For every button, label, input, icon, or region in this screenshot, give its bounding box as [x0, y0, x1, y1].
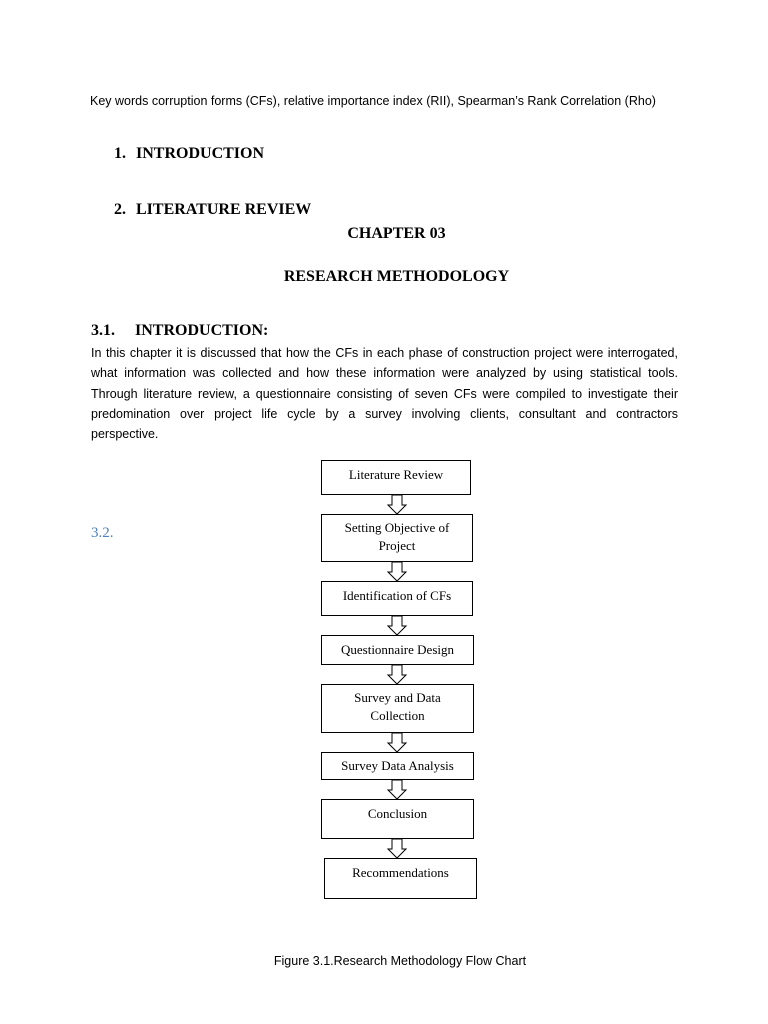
paragraph-line: In this chapter it is discussed that how the CFs in each phase of construction project were interrogated,: [91, 346, 678, 360]
subsection-number: 3.1.: [91, 322, 115, 339]
step-label: Recommendations: [352, 865, 449, 880]
section-title: LITERATURE REVIEW: [136, 201, 312, 218]
flowchart-step-survey-data-analysis: [321, 752, 474, 780]
flowchart-step-questionnaire-design: [321, 635, 474, 665]
section-number: 2.: [114, 201, 126, 218]
step-label: Survey and Data: [354, 690, 441, 705]
paragraph-line: predomination over project life cycle by a survey involving clients, consultant and contractors: [91, 406, 678, 421]
step-label: Survey Data Analysis: [341, 758, 454, 773]
paragraph-line: Through literature review, a questionnaire consisting of seven CFs were compiled to investigate their: [91, 386, 678, 401]
figure-caption: Figure 3.1.Research Methodology Flow Chart: [273, 954, 527, 968]
flowchart-step-conclusion: [321, 799, 474, 839]
chapter-label: CHAPTER 03: [347, 225, 446, 242]
down-arrow-icon: [388, 495, 406, 514]
down-arrow-icon: [388, 780, 406, 799]
step-label: Collection: [370, 708, 425, 723]
step-label: Identification of CFs: [342, 588, 452, 603]
down-arrow-icon: [388, 733, 406, 752]
flowchart-step-survey-data-collection: [321, 684, 474, 733]
flowchart-step-identification: [321, 581, 473, 616]
keywords-line: Key words corruption forms (CFs), relative importance index (RII), Spearman’s Rank Correlation (Rho): [90, 94, 656, 108]
down-arrow-icon: [388, 616, 406, 635]
chapter-title: RESEARCH METHODOLOGY: [283, 268, 510, 285]
step-label: Literature Review: [348, 467, 444, 482]
flowchart-step-recommendations: [324, 858, 477, 899]
section-number: 1.: [114, 145, 126, 162]
flowchart-step-setting-objective: [321, 514, 473, 562]
step-label: Conclusion: [367, 806, 428, 821]
flowchart-step-literature-review: [321, 460, 471, 495]
down-arrow-icon: [388, 665, 406, 684]
down-arrow-icon: [388, 562, 406, 581]
paragraph-line: perspective.: [91, 427, 159, 442]
step-label: Project: [378, 538, 416, 553]
step-label: Questionnaire Design: [340, 642, 454, 657]
section-title: INTRODUCTION: [136, 145, 265, 162]
step-label: Setting Objective of: [344, 520, 450, 535]
section-number-3-2: 3.2.: [91, 525, 114, 541]
paragraph-line: what information was collected and how these information were analyzed by using statistical tools.: [91, 366, 678, 381]
down-arrow-icon: [388, 839, 406, 858]
subsection-title: INTRODUCTION:: [135, 322, 269, 339]
